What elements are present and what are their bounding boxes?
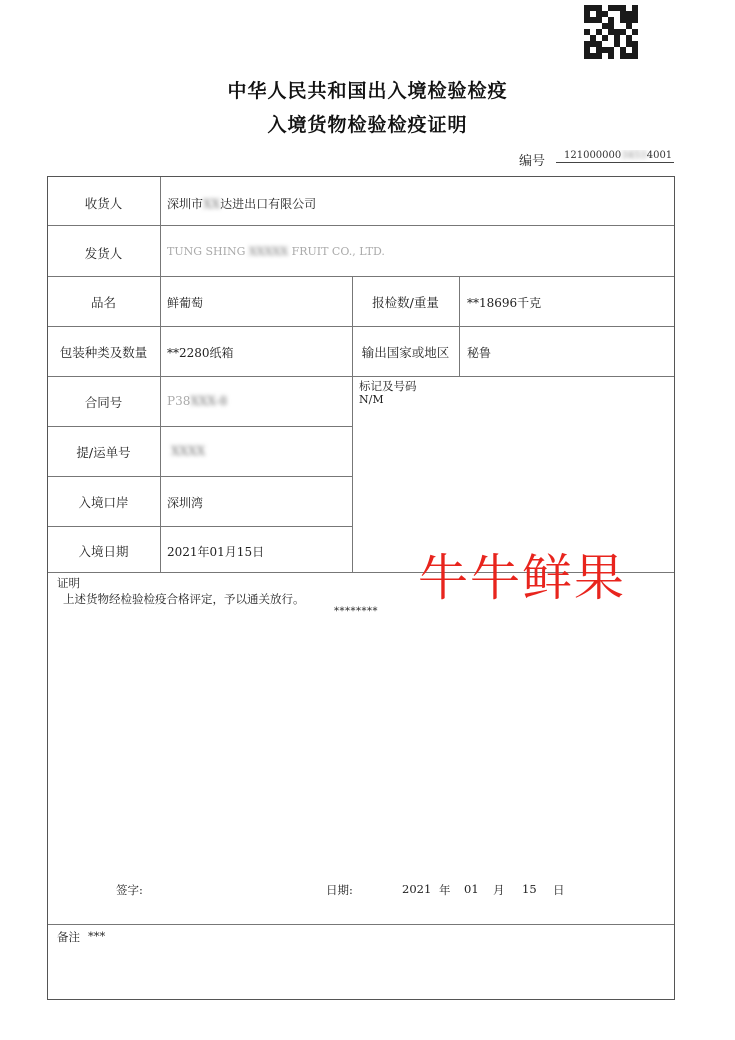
date-label: 日期:	[326, 883, 353, 897]
signature-label: 签字:	[116, 883, 143, 897]
bill-no-label: 提/运单号	[76, 445, 131, 460]
packing-value: **2280纸箱	[167, 346, 234, 360]
certificate-number-label: 编号	[519, 154, 546, 169]
consignee-label: 收货人	[84, 196, 123, 211]
port-of-entry-label: 入境口岸	[78, 495, 129, 510]
remarks-label: 备注	[57, 930, 80, 944]
certificate-statement: 上述货物经检验检疫合格评定，予以通关放行。	[63, 592, 305, 606]
date-day: 15	[522, 882, 537, 896]
document-title-line2: 入境货物检验检疫证明	[267, 114, 468, 136]
marks-label: 标记及号码	[359, 379, 417, 393]
certificate-number-value: 12100000034534001	[556, 150, 674, 163]
goods-name-value: 鲜葡萄	[167, 296, 204, 310]
seller-watermark: 牛牛鲜果	[418, 549, 626, 607]
certificate-heading: 证明	[57, 576, 80, 590]
goods-name-label: 品名	[90, 295, 116, 310]
declared-quantity-label: 报检数/重量	[372, 295, 439, 310]
document-title-line1: 中华人民共和国出入境检验检疫	[227, 80, 508, 102]
declared-quantity-value: **18696千克	[467, 296, 542, 310]
port-of-entry-value: 深圳湾	[167, 496, 204, 510]
qr-code-icon	[584, 5, 638, 59]
date-month: 01	[464, 882, 479, 896]
remarks-value: ***	[88, 929, 106, 943]
contract-no-value: P38XXX-8	[167, 394, 228, 408]
consignor-label: 发货人	[84, 246, 123, 261]
marks-value: N/M	[359, 393, 384, 406]
entry-date-label: 入境日期	[78, 544, 129, 559]
contract-no-label: 合同号	[84, 395, 123, 410]
origin-country-label: 输出国家或地区	[361, 345, 450, 360]
bill-no-value: XXXX	[171, 444, 206, 458]
day-char: 日	[553, 883, 565, 897]
packing-label: 包装种类及数量	[59, 345, 148, 360]
date-year: 2021	[402, 882, 432, 896]
month-char: 月	[493, 883, 505, 897]
consignee-value: 深圳市XX达进出口有限公司	[167, 197, 317, 211]
entry-date-value: 2021年01月15日	[167, 545, 265, 559]
consignor-value: TUNG SHING XXXXX FRUIT CO., LTD.	[167, 245, 385, 258]
certificate-stars: ********	[334, 606, 378, 617]
origin-country-value: 秘鲁	[467, 346, 492, 360]
year-char: 年	[439, 883, 451, 897]
